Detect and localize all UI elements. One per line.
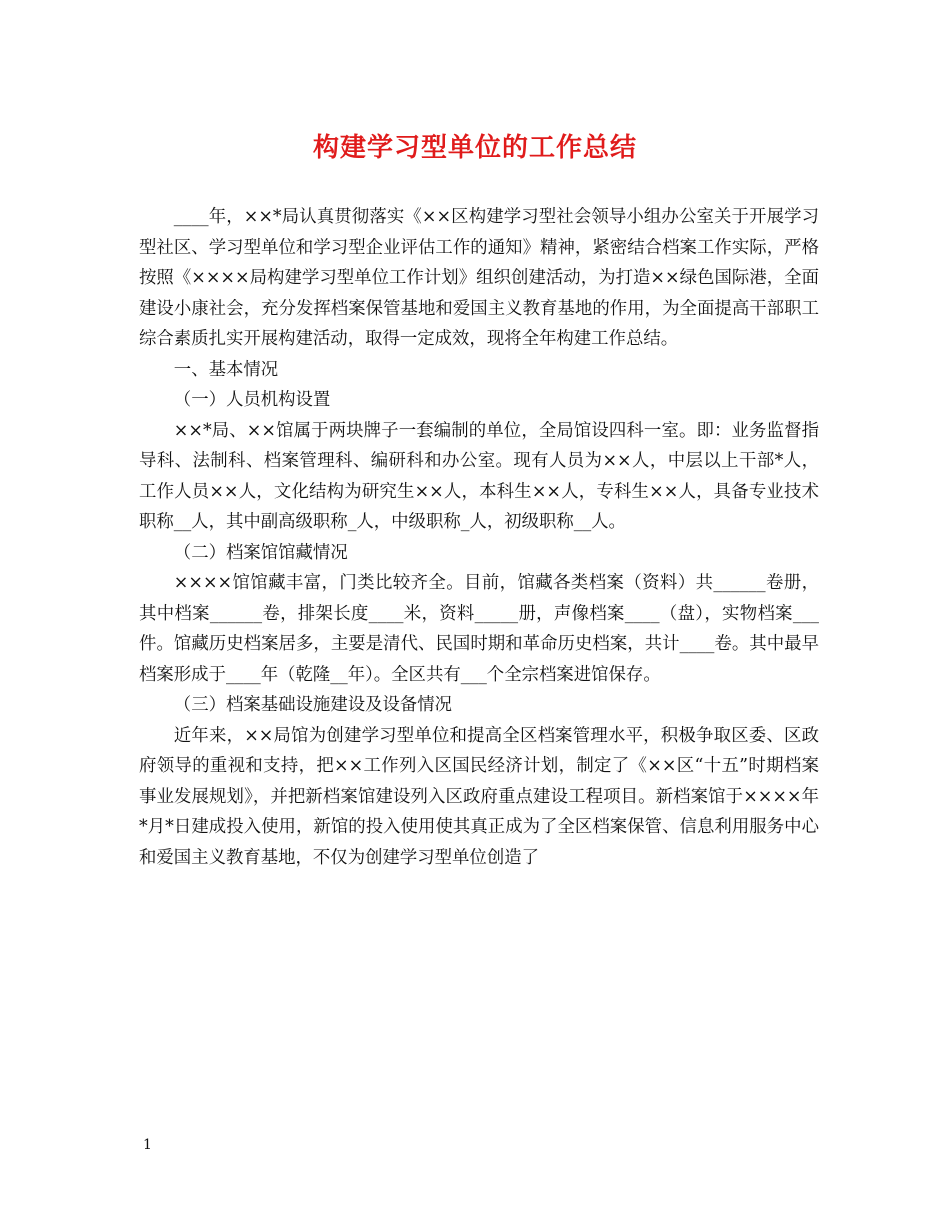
subsection-heading-holdings: （二）档案馆馆藏情况 <box>173 542 348 563</box>
document-title: 构建学习型单位的工作总结 <box>312 133 637 163</box>
paragraph-personnel: ××*局、××馆属于两块牌子一套编制的单位，全局馆设四科一室。即：业务监督指导科、法制科、档案管理科、编研科和办公室。现有人员为××人，中层以上干部*人，工作人员××人，文化结构为研究生××人，本科生××人，专科生××人，具备专业技术职称__人，其中副高级职称_人，中级职称_人，初级职称__人。 <box>139 420 819 532</box>
section-heading-basic-situation: 一、基本情况 <box>173 359 279 380</box>
paragraph-facilities: 近年来，××局馆为创建学习型单位和提高全区档案管理水平，积极争取区委、区政府领导的重视和支持，把××工作列入区国民经济计划，制定了《××区“十五”时期档案事业发展规划》，并把新档案馆建设列入区政府重点建设工程项目。新档案馆于××××年*月*日建成投入使用，新馆的投入使用使其真正成为了全区档案保管、信息利用服务中心和爱国主义教育基地，不仅为创建学习型单位创造了 <box>139 725 819 868</box>
paragraph-intro: ____年，××*局认真贯彻落实《××区构建学习型社会领导小组办公室关于开展学习型社区、学习型单位和学习型企业评估工作的通知》精神，紧密结合档案工作实际，严格按照《××××局构建学习型单位工作计划》组织创建活动，为打造××绿色国际港，全面建设小康社会，充分发挥档案保管基地和爱国主义教育基地的作用，为全面提高干部职工综合素质扎实开展构建活动，取得一定成效，现将全年构建工作总结。 <box>139 207 819 349</box>
subsection-heading-facilities: （三）档案基础设施建设及设备情况 <box>173 695 453 715</box>
paragraph-holdings: ××××馆馆藏丰富，门类比较齐全。目前，馆藏各类档案（资料）共______卷册，其中档案______卷，排架长度____米，资料_____册，声像档案____（盘），实物档案___件。馆藏历史档案居多，主要是清代、民国时期和革命历史档案，共计____卷。其中最早档案形成于____年（乾隆__年）。全区共有___个全宗档案进馆保存。 <box>139 573 819 685</box>
subsection-heading-personnel: （一）人员机构设置 <box>173 390 331 410</box>
page-number: 1 <box>143 1137 152 1153</box>
document-body <box>139 202 819 873</box>
